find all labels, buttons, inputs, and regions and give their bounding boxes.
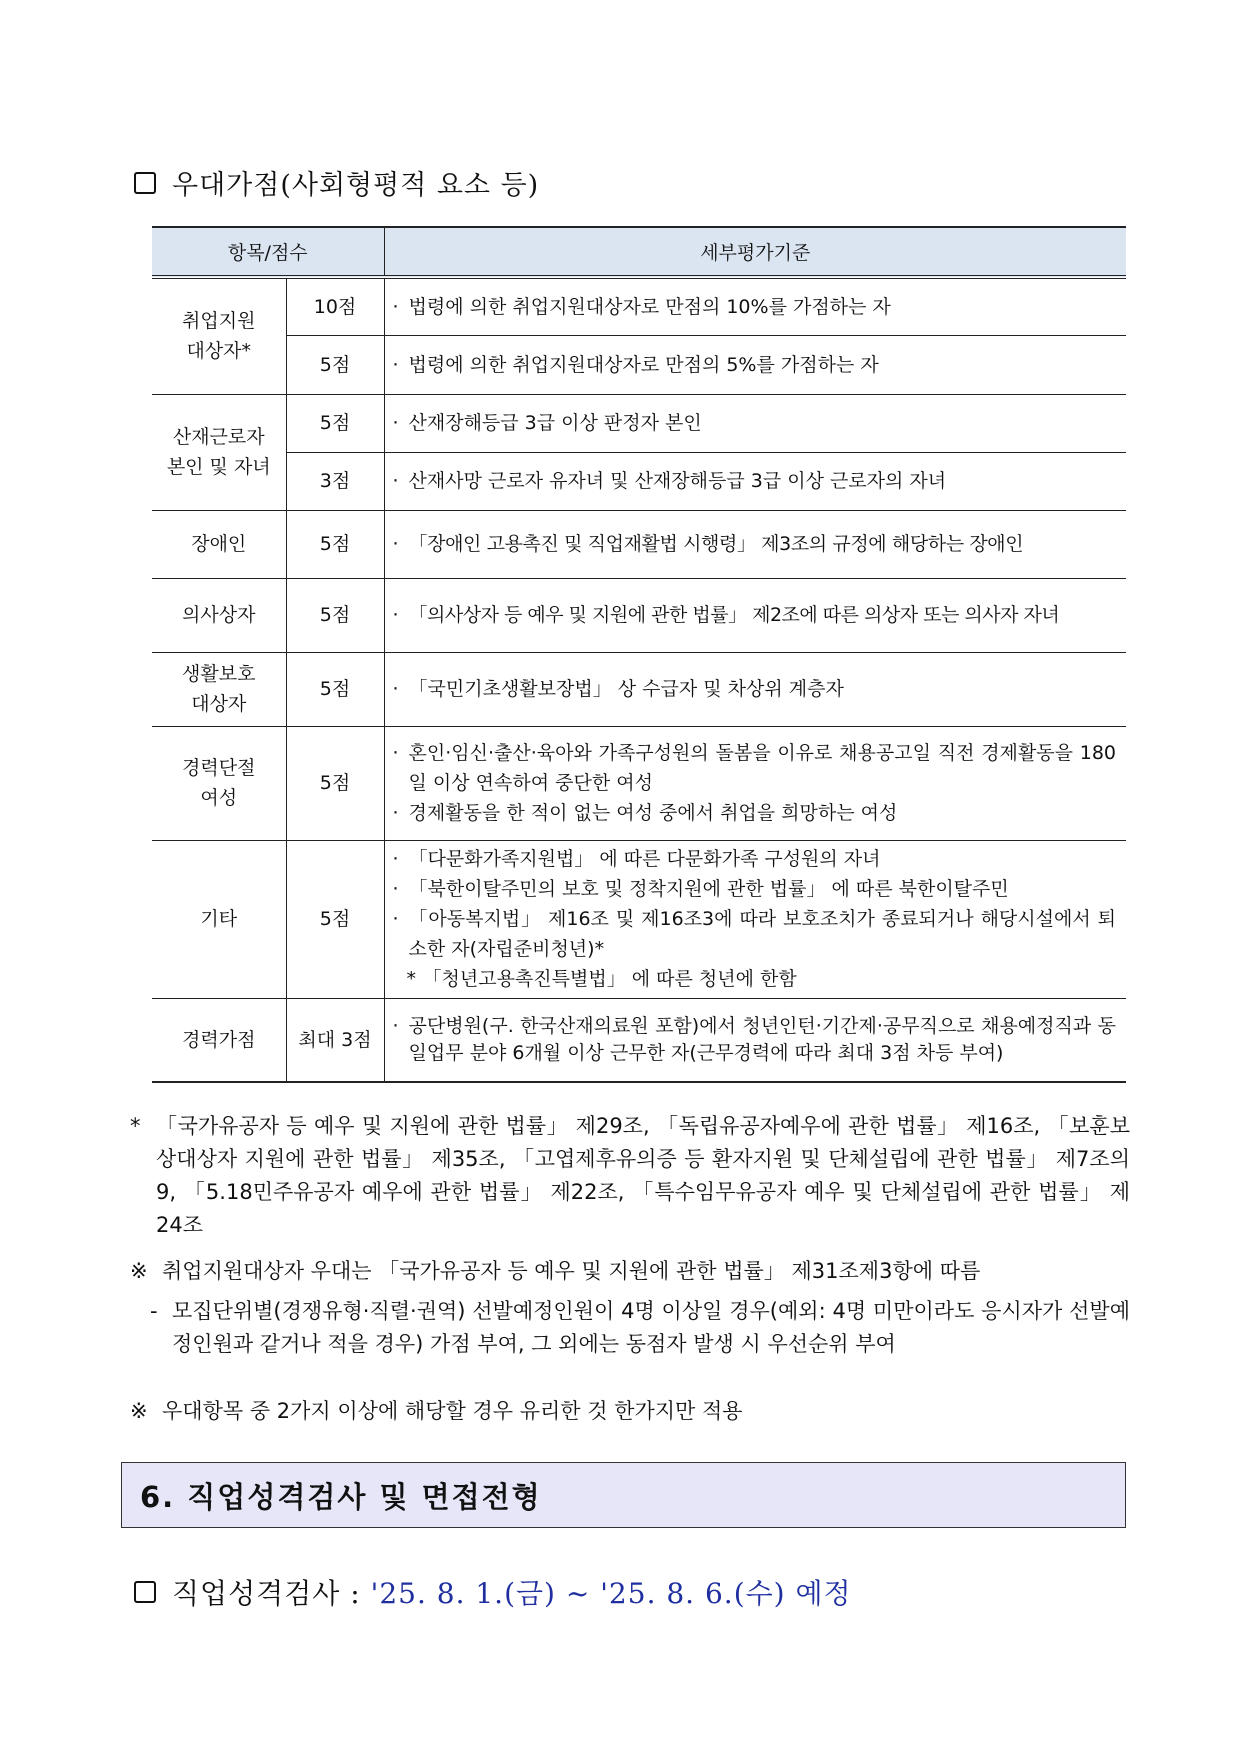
category-cell: 경력단절 여성 [152,726,286,840]
category-cell: 산재근로자 본인 및 자녀 [152,394,286,510]
points-cell: 5점 [286,652,384,726]
reference-mark: ※ [130,1259,148,1283]
table-row [152,998,1126,1082]
section-title [134,163,539,202]
points-cell: 5점 [286,510,384,578]
reference-text: 우대항목 중 2가지 이상에 해당할 경우 유리한 것 한가지만 적용 [162,1399,743,1423]
section-heading-6: 6. 직업성격검사 및 면접전형 [121,1462,1126,1528]
reference-note-1 [130,1255,1130,1288]
reference-note-2 [130,1395,1130,1428]
criteria-cell: · 「장애인 고용촉진 및 직업재활법 시행령」 제3조의 규정에 해당하는 장애인 [384,510,1126,578]
table-row [152,726,1126,840]
table-row [152,840,1126,998]
dash-note [130,1295,1130,1361]
table-row [152,652,1126,726]
criteria-cell: · 법령에 의한 취업지원대상자로 만점의 5%를 가점하는 자 [384,335,1126,394]
category-cell: 장애인 [152,510,286,578]
points-cell: 최대 3점 [286,998,384,1082]
footnote-laws [130,1110,1130,1242]
points-cell: 5점 [286,726,384,840]
criteria-cell: · 법령에 의한 취업지원대상자로 만점의 10%를 가점하는 자 [384,277,1126,335]
section-title-text: 우대가점(사회형평적 요소 등) [172,170,540,201]
table-row [152,452,1126,510]
reference-mark: ※ [130,1399,148,1423]
points-cell: 5점 [286,840,384,998]
bonus-points-table [152,226,1126,1083]
schedule-label: 직업성격검사 : [172,1577,361,1610]
aptitude-test-schedule [134,1572,852,1612]
criteria-cell: · 「의사상자 등 예우 및 지원에 관한 법률」 제2조에 따른 의상자 또는 의사자 자녀 [384,578,1126,652]
points-cell: 10점 [286,277,384,335]
points-cell: 5점 [286,394,384,452]
category-cell: 의사상자 [152,578,286,652]
points-cell: 3점 [286,452,384,510]
dash-mark: - [150,1299,158,1323]
table-row [152,335,1126,394]
table-row [152,277,1126,335]
points-cell: 5점 [286,335,384,394]
category-cell: 경력가점 [152,998,286,1082]
criteria-cell: · 「다문화가족지원법」 에 따른 다문화가족 구성원의 자녀 · 「북한이탈주민의 보호 및 정착지원에 관한 법률」 에 따른 북한이탈주민 · 「아동복지법」 제16조 및 제16조3에 따라 보호조치가 종료되거나 해당시설에서 퇴소한 자(자립준비청년)* * 「청년고용촉진특별법」 에 따른 청년에 한함 [384,840,1126,998]
category-cell: 취업지원 대상자* [152,277,286,394]
table-row [152,394,1126,452]
square-bullet-icon [134,1581,156,1603]
category-cell: 생활보호 대상자 [152,652,286,726]
footnote-text: 「국가유공자 등 예우 및 지원에 관한 법률」 제29조, 「독립유공자예우에 관한 법률」 제16조, 「보훈보상대상자 지원에 관한 법률」 제35조, 「고엽제후유의증 등 환자지원 및 단체설립에 관한 법률」 제7조의9, 「5.18민주유공자 예우에 관한 법률」 제22조, 「특수임무유공자 예우 및 단체설립에 관한 법률」 제24조 [156,1114,1130,1237]
header-criteria: 세부평가기준 [384,227,1126,277]
criteria-cell: · 혼인·임신·출산·육아와 가족구성원의 돌봄을 이유로 채용공고일 직전 경제활동을 180일 이상 연속하여 중단한 여성 · 경제활동을 한 적이 없는 여성 중에서 취업을 희망하는 여성 [384,726,1126,840]
table-row [152,510,1126,578]
square-bullet-icon [134,172,156,194]
footnote-asterisk: * [130,1114,141,1138]
schedule-date: '25. 8. 1.(금) ~ '25. 8. 6.(수) 예정 [370,1577,852,1610]
table-header-row [152,227,1126,277]
criteria-cell: · 산재사망 근로자 유자녀 및 산재장해등급 3급 이상 근로자의 자녀 [384,452,1126,510]
dash-text: 모집단위별(경쟁유형·직렬·권역) 선발예정인원이 4명 이상일 경우(예외: 4명 미만이라도 응시자가 선발예정인원과 같거나 적을 경우) 가점 부여, 그 외에는 동점자 발생 시 우선순위 부여 [172,1299,1130,1356]
criteria-cell: · 공단병원(구. 한국산재의료원 포함)에서 청년인턴·기간제·공무직으로 채용예정직과 동일업무 분야 6개월 이상 근무한 자(근무경력에 따라 최대 3점 차등 부여) [384,998,1126,1082]
table-row [152,578,1126,652]
points-cell: 5점 [286,578,384,652]
criteria-cell: · 「국민기초생활보장법」 상 수급자 및 차상위 계층자 [384,652,1126,726]
criteria-cell: · 산재장해등급 3급 이상 판정자 본인 [384,394,1126,452]
header-item-score: 항목/점수 [152,227,384,277]
reference-text: 취업지원대상자 우대는 「국가유공자 등 예우 및 지원에 관한 법률」 제31조제3항에 따름 [162,1259,981,1283]
category-cell: 기타 [152,840,286,998]
